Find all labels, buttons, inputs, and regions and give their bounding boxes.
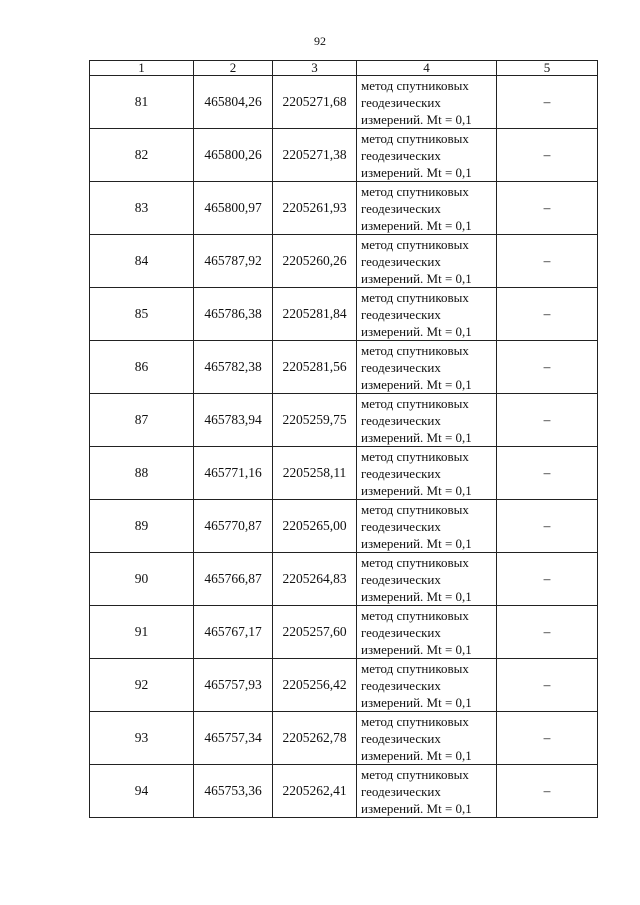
point-number-cell: 84 (90, 235, 194, 288)
y-coordinate-cell: 2205271,38 (273, 129, 357, 182)
y-coordinate-cell: 2205264,83 (273, 553, 357, 606)
method-cell: метод спутниковых геодезических измерений. Mt = 0,1 (357, 447, 497, 500)
table-header (90, 61, 598, 76)
method-cell: метод спутниковых геодезических измерений. Mt = 0,1 (357, 712, 497, 765)
table-row (90, 394, 598, 447)
note-cell: – (497, 129, 598, 182)
x-coordinate-cell: 465800,97 (194, 182, 273, 235)
note-cell: – (497, 235, 598, 288)
note-cell: – (497, 606, 598, 659)
point-number-cell: 82 (90, 129, 194, 182)
y-coordinate-cell: 2205281,56 (273, 341, 357, 394)
page-number: 92 (314, 34, 326, 48)
y-coordinate-cell: 2205262,78 (273, 712, 357, 765)
point-number-cell: 93 (90, 712, 194, 765)
note-cell: – (497, 447, 598, 500)
y-coordinate-cell: 2205271,68 (273, 76, 357, 129)
header-col-1: 1 (90, 61, 194, 76)
y-coordinate-cell: 2205281,84 (273, 288, 357, 341)
note-cell: – (497, 394, 598, 447)
method-cell: метод спутниковых геодезических измерений. Mt = 0,1 (357, 341, 497, 394)
y-coordinate-cell: 2205257,60 (273, 606, 357, 659)
table-row (90, 712, 598, 765)
point-number-cell: 87 (90, 394, 194, 447)
table-body (90, 76, 598, 818)
method-cell: метод спутниковых геодезических измерений. Mt = 0,1 (357, 288, 497, 341)
x-coordinate-cell: 465753,36 (194, 765, 273, 818)
y-coordinate-cell: 2205259,75 (273, 394, 357, 447)
table-row (90, 288, 598, 341)
x-coordinate-cell: 465787,92 (194, 235, 273, 288)
point-number-cell: 86 (90, 341, 194, 394)
header-col-3: 3 (273, 61, 357, 76)
x-coordinate-cell: 465782,38 (194, 341, 273, 394)
method-cell: метод спутниковых геодезических измерений. Mt = 0,1 (357, 500, 497, 553)
note-cell: – (497, 288, 598, 341)
x-coordinate-cell: 465771,16 (194, 447, 273, 500)
point-number-cell: 81 (90, 76, 194, 129)
x-coordinate-cell: 465757,93 (194, 659, 273, 712)
x-coordinate-cell: 465770,87 (194, 500, 273, 553)
point-number-cell: 88 (90, 447, 194, 500)
y-coordinate-cell: 2205258,11 (273, 447, 357, 500)
y-coordinate-cell: 2205262,41 (273, 765, 357, 818)
x-coordinate-cell: 465766,87 (194, 553, 273, 606)
note-cell: – (497, 553, 598, 606)
table-row (90, 235, 598, 288)
point-number-cell: 91 (90, 606, 194, 659)
x-coordinate-cell: 465757,34 (194, 712, 273, 765)
y-coordinate-cell: 2205261,93 (273, 182, 357, 235)
table-row (90, 129, 598, 182)
method-cell: метод спутниковых геодезических измерений. Mt = 0,1 (357, 394, 497, 447)
x-coordinate-cell: 465800,26 (194, 129, 273, 182)
table-row (90, 500, 598, 553)
point-number-cell: 83 (90, 182, 194, 235)
point-number-cell: 90 (90, 553, 194, 606)
table-row (90, 76, 598, 129)
x-coordinate-cell: 465783,94 (194, 394, 273, 447)
table-row (90, 182, 598, 235)
method-cell: метод спутниковых геодезических измерений. Mt = 0,1 (357, 553, 497, 606)
method-cell: метод спутниковых геодезических измерений. Mt = 0,1 (357, 235, 497, 288)
method-cell: метод спутниковых геодезических измерений. Mt = 0,1 (357, 765, 497, 818)
table-row (90, 341, 598, 394)
header-col-4: 4 (357, 61, 497, 76)
header-row (90, 61, 598, 76)
x-coordinate-cell: 465786,38 (194, 288, 273, 341)
y-coordinate-cell: 2205260,26 (273, 235, 357, 288)
method-cell: метод спутниковых геодезических измерений. Mt = 0,1 (357, 182, 497, 235)
table-row (90, 606, 598, 659)
coordinates-table (89, 60, 598, 818)
note-cell: – (497, 341, 598, 394)
method-cell: метод спутниковых геодезических измерений. Mt = 0,1 (357, 606, 497, 659)
y-coordinate-cell: 2205265,00 (273, 500, 357, 553)
method-cell: метод спутниковых геодезических измерений. Mt = 0,1 (357, 659, 497, 712)
note-cell: – (497, 182, 598, 235)
header-col-5: 5 (497, 61, 598, 76)
table-row (90, 659, 598, 712)
table-row (90, 553, 598, 606)
x-coordinate-cell: 465767,17 (194, 606, 273, 659)
point-number-cell: 92 (90, 659, 194, 712)
x-coordinate-cell: 465804,26 (194, 76, 273, 129)
note-cell: – (497, 712, 598, 765)
y-coordinate-cell: 2205256,42 (273, 659, 357, 712)
note-cell: – (497, 765, 598, 818)
method-cell: метод спутниковых геодезических измерений. Mt = 0,1 (357, 76, 497, 129)
note-cell: – (497, 659, 598, 712)
note-cell: – (497, 500, 598, 553)
method-cell: метод спутниковых геодезических измерений. Mt = 0,1 (357, 129, 497, 182)
header-col-2: 2 (194, 61, 273, 76)
point-number-cell: 94 (90, 765, 194, 818)
note-cell: – (497, 76, 598, 129)
point-number-cell: 89 (90, 500, 194, 553)
point-number-cell: 85 (90, 288, 194, 341)
table-row (90, 447, 598, 500)
table-row (90, 765, 598, 818)
